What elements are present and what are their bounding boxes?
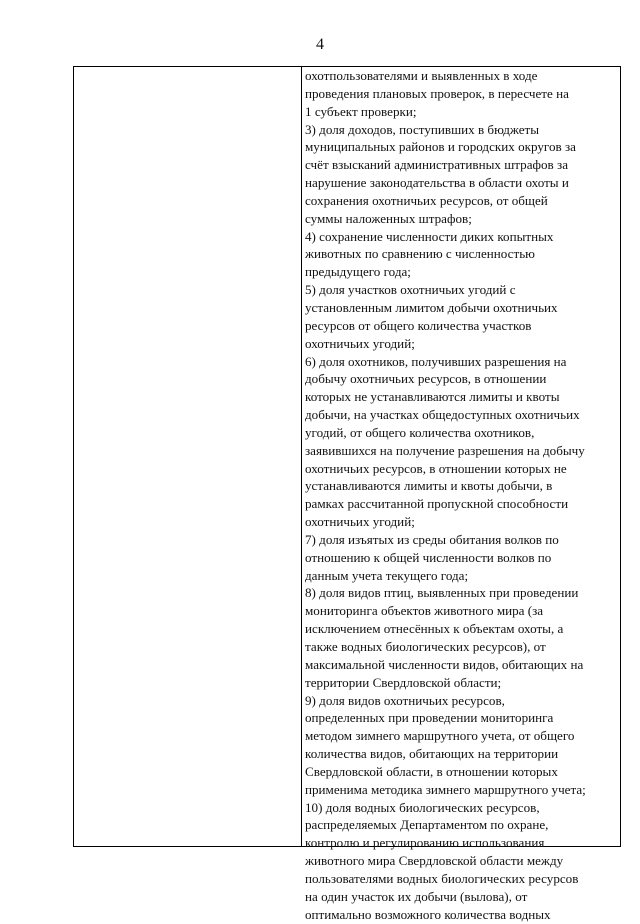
text-line: количества видов, обитающих на территории — [305, 746, 559, 762]
document-table — [73, 66, 621, 922]
text-line: территории Свердловской области; — [305, 674, 502, 690]
text-line: суммы наложенных штрафов; — [305, 210, 472, 226]
text-line: животных по сравнению с численностью — [305, 246, 535, 262]
text-line: исключением отнесённых к объектам охоты, а — [305, 621, 564, 637]
text-line: 10) доля водных биологических ресурсов, — [305, 799, 540, 815]
text-line: 1 субъект проверки; — [305, 103, 417, 119]
text-line: на один участок их добычи (вылова), от — [305, 888, 528, 904]
text-line: 7) доля изъятых из среды обитания волков по — [305, 531, 559, 547]
text-line: 5) доля участков охотничьих угодий с — [305, 282, 516, 298]
text-line: угодий, от общего количества охотников, — [305, 424, 535, 440]
text-line: охотничьих угодий; — [305, 514, 415, 530]
text-line: предыдущего года; — [305, 264, 411, 280]
text-line: заявившихся на получение разрешения на добычу — [305, 442, 585, 458]
table-left-cell — [74, 67, 302, 846]
text-line: оптимально возможного количества водных — [305, 906, 551, 922]
text-line: охотничьих ресурсов, в отношении которых не — [305, 460, 567, 476]
page-number: 4 — [316, 36, 324, 53]
text-line: применима методика зимнего маршрутного учета; — [305, 781, 586, 797]
text-line: методом зимнего маршрутного учета, от общего — [305, 728, 575, 744]
text-line: нарушение законодательства в области охоты и — [305, 175, 569, 191]
text-line: отношению к общей численности волков по — [305, 549, 552, 565]
text-line: 6) доля охотников, получивших разрешения на — [305, 353, 567, 369]
text-line: контролю и регулированию использования — [305, 835, 545, 851]
text-line: охотпользователями и выявленных в ходе — [305, 68, 538, 83]
text-line: 3) доля доходов, поступивших в бюджеты — [305, 121, 540, 137]
text-line: охотничьих угодий; — [305, 335, 415, 351]
text-line: 9) доля видов охотничьих ресурсов, — [305, 692, 505, 708]
text-line: которых не устанавливаются лимиты и квоты — [305, 389, 560, 405]
text-line: данным учета текущего года; — [305, 567, 469, 583]
text-line: сохранения охотничьих ресурсов, от общей — [305, 192, 548, 208]
text-line: максимальной численности видов, обитающих на — [305, 656, 584, 672]
text-line: добычу охотничьих ресурсов, в отношении — [305, 371, 547, 387]
text-line: также водных биологических ресурсов), от — [305, 639, 546, 654]
text-line: добычи, на участках общедоступных охотничьих — [305, 407, 580, 423]
text-line: распределяемых Департаментом по охране, — [305, 817, 549, 833]
text-line: муниципальных районов и городских округов за — [305, 139, 576, 155]
text-line: устанавливаются лимиты и квоты добычи, в — [305, 478, 553, 494]
text-line: животного мира Свердловской области между — [305, 853, 564, 869]
text-line: 4) сохранение численности диких копытных — [305, 228, 554, 244]
text-line: 8) доля видов птиц, выявленных при проведении — [305, 585, 579, 601]
text-line: рамках рассчитанной пропускной способности — [305, 496, 569, 512]
text-line: ресурсов от общего количества участков — [305, 317, 532, 333]
text-line: определенных при проведении мониторинга — [305, 710, 554, 726]
text-line: мониторинга объектов животного мира (за — [305, 603, 544, 619]
table-right-cell — [302, 67, 620, 922]
text-line: пользователями водных биологических ресурсов — [305, 870, 579, 886]
text-line: счёт взысканий административных штрафов за — [305, 157, 568, 173]
text-line: Свердловской области, в отношении которых — [305, 763, 558, 779]
text-line: установленным лимитом добычи охотничьих — [305, 299, 558, 315]
text-line: проведения плановых проверок, в пересчете на — [305, 85, 569, 101]
